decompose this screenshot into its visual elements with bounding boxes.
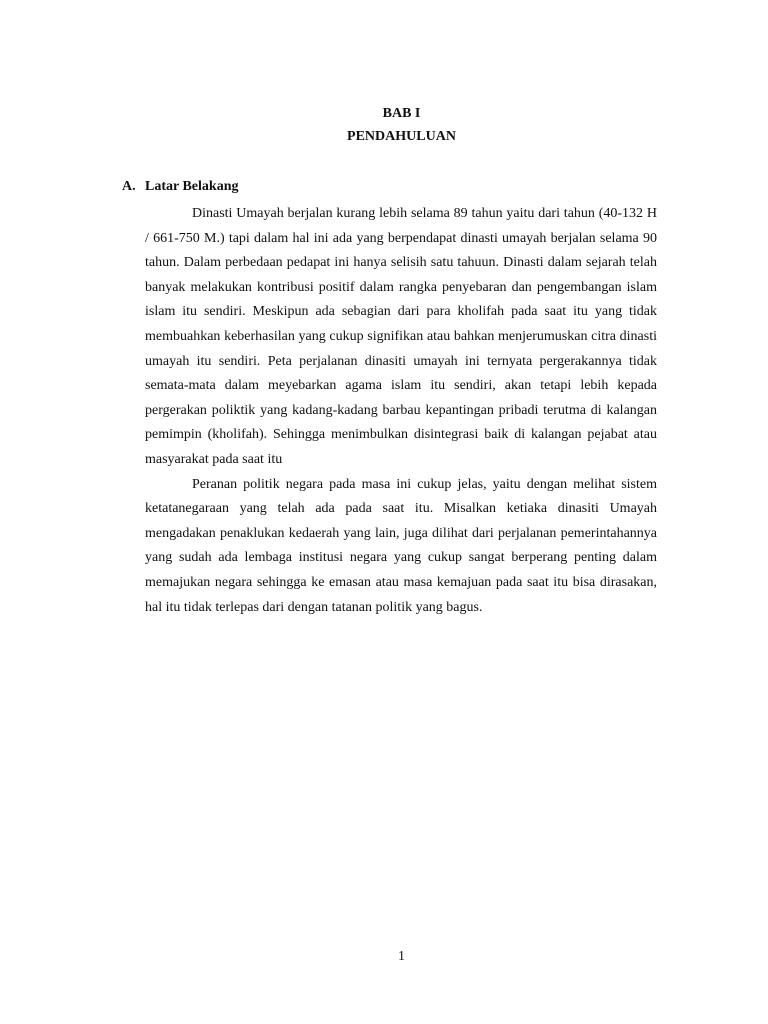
page-number: 1	[398, 949, 405, 964]
body-text	[145, 202, 657, 620]
section-marker: A.	[122, 179, 136, 194]
chapter-title: PENDAHULUAN	[347, 129, 456, 144]
section-heading	[122, 177, 238, 197]
paragraph-2: Peranan politik negara pada masa ini cukup jelas, yaitu dengan melihat sistem ketatanegaraan yang telah ada pada saat itu. Misalkan ketiaka dinasiti Umayah mengadakan penaklukan kedaerah yang lain, juga dilihat dari perjalanan pemerintahannya yang sudah ada lembaga institusi negara yang cukup sangat berperang penting dalam memajukan negara sehingga ke emasan atau masa kemajuan pada saat itu bisa dirasakan, hal itu tidak terlepas dari dengan tatanan politik yang bagus.	[145, 476, 657, 615]
chapter-label: BAB I	[382, 106, 421, 121]
paragraph-1: Dinasti Umayah berjalan kurang lebih selama 89 tahun yaitu dari tahun (40-132 H / 661-750 M.) tapi dalam hal ini ada yang berpendapat dinasti umayah berjalan selama 90 tahun. Dalam perbedaan pedapat ini hanya selisih satu tahuun. Dinasti dalam sejarah telah banyak melakukan kontribusi positif dalam rangka penyebaran dan pengembangan islam islam itu sendiri. Meskipun ada sebagian dari para kholifah pada saat itu yang tidak membuahkan keberhasilan yang cukup signifikan atau bahkan menjerumuskan citra dinasti umayah itu sendiri. Peta perjalanan dinasiti umayah ini ternyata pergerakannya tidak semata-mata dalam meyebarkan agama islam itu sendiri, akan tetapi lebih kepada pergerakan poliktik yang kadang-kadang barbau kepantingan pribadi terutma di kalangan pemimpin (kholifah). Sehingga menimbulkan disintegrasi baik di kalangan pejabat atau masyarakat pada saat itu	[145, 206, 657, 467]
section-title: Latar Belakang	[145, 179, 239, 194]
